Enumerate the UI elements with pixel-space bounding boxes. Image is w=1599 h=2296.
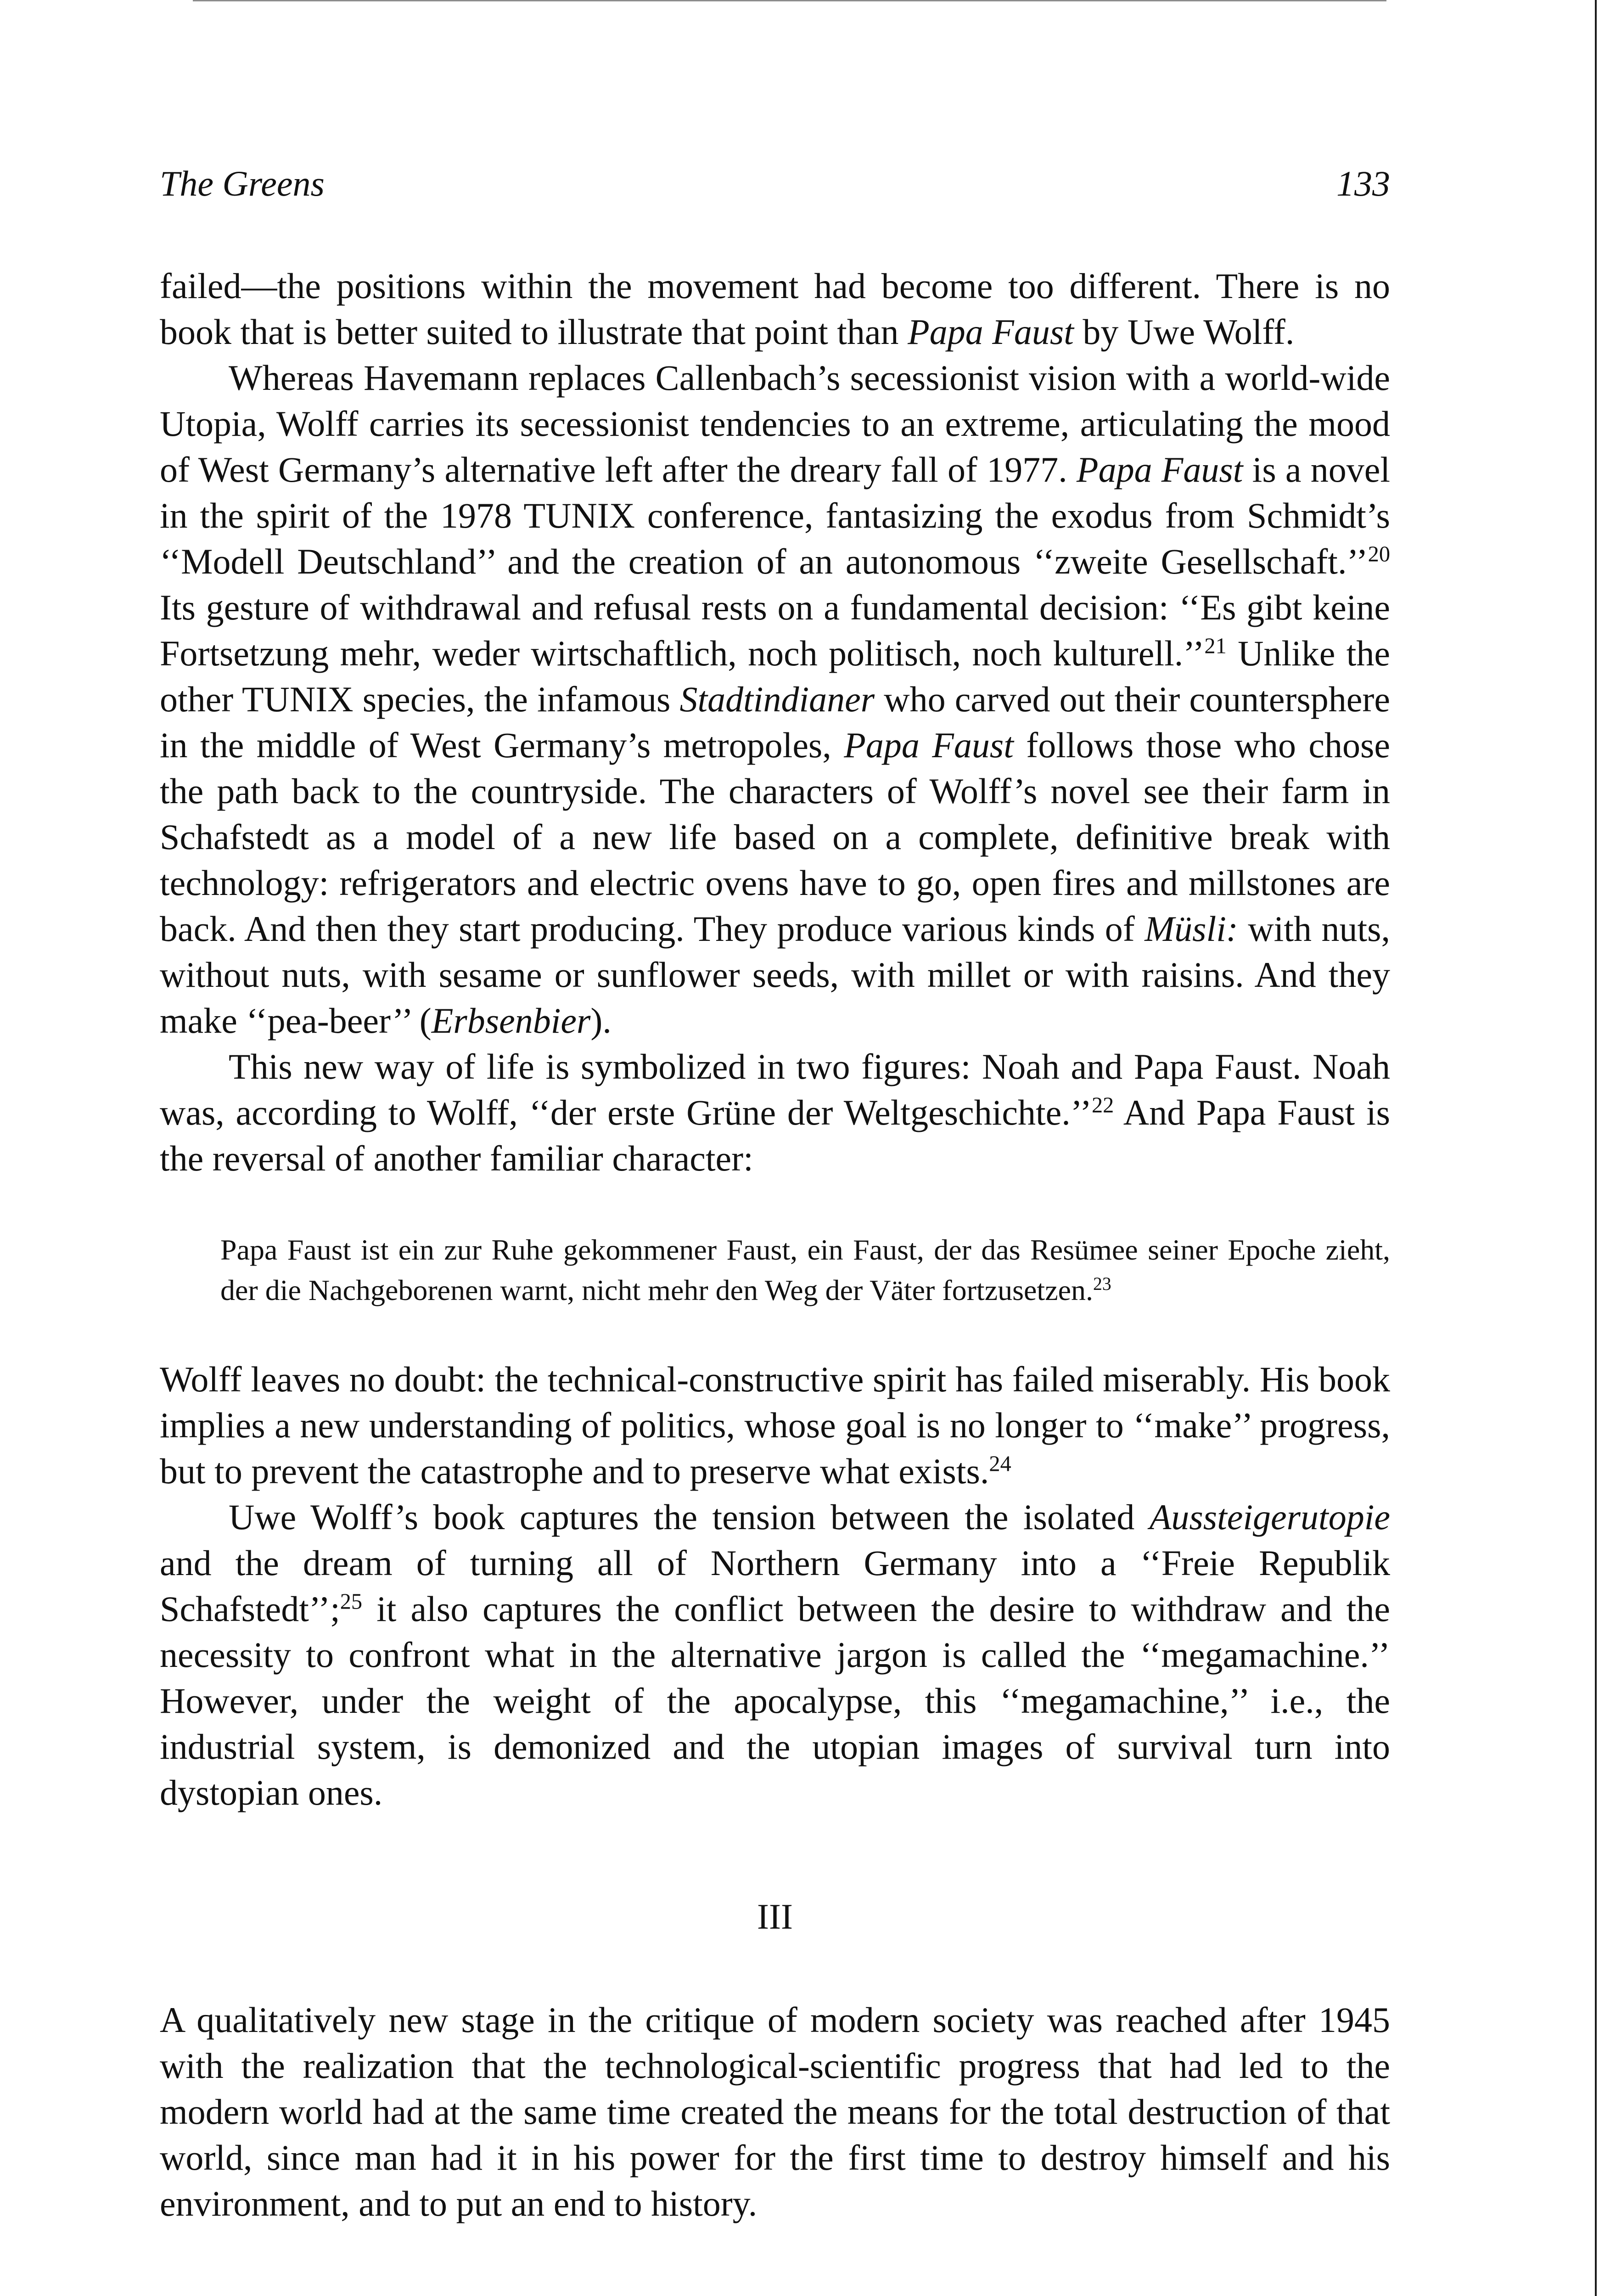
scan-edge-right (1595, 0, 1597, 2296)
italic-term: Aussteigerutopie (1149, 1497, 1390, 1537)
page-number: 133 (1336, 163, 1390, 203)
scan-edge-top (193, 0, 1386, 1)
running-head-title: The Greens (160, 163, 325, 203)
paragraph-3: This new way of life is symbolized in two figures: Noah and Papa Faust. Noah was, according to Wolff, ‘‘der erste Grüne der Weltgeschichte.’’$^{22}$ And Papa Faust is the reversal of another familiar character: (160, 1047, 1390, 1178)
book-title: Papa Faust (1076, 450, 1243, 490)
footnote-ref-25: 25 (340, 1589, 363, 1614)
footnote-ref-21: 21 (1204, 634, 1227, 658)
footnote-ref-23: 23 (1093, 1274, 1111, 1294)
section-heading: III (757, 1896, 793, 1936)
paragraph-1: failed—the positions within the movement had become too different. There is no book that is better suited to illustrate that point than Papa Faust by Uwe Wolff. (160, 266, 1390, 352)
paragraph-4: Wolff leaves no doubt: the technical-constructive spirit has failed miserably. His book implies a new understanding of politics, whose goal is no longer to ‘‘make’’ progress, but to prevent the catastrophe and to preserve what exists.$^{24}$ (160, 1359, 1390, 1491)
book-page (160, 163, 1390, 2227)
running-head (160, 163, 1390, 204)
footnote-ref-24: 24 (989, 1452, 1011, 1476)
paragraph-5: Uwe Wolff’s book captures the tension between the isolated Aussteigerutopie and the dream of turning all of Northern Germany into a ‘‘Freie Republik Schafstedt’’;$^{25}$ it also captures the conflict between the desire to withdraw and the necessity to confront what in the alternative jargon is called the ‘‘megamachine.’’ However, under the weight of the apocalypse, this ‘‘megamachine,’’ i.e., the industrial system, is demonized and the utopian images of survival turn into dystopian ones. (160, 1497, 1390, 1812)
italic-term: Müsli: (1145, 909, 1238, 949)
footnote-ref-20: 20 (1368, 542, 1390, 567)
italic-term: Stadtindianer (679, 679, 875, 719)
paragraph-6: A qualitatively new stage in the critique of modern society was reached after 1945 with the realization that the technological-scientific progress that had led to the modern world had at the same time created the means for the total destruction of that world, since man had it in his power for the first time to destroy himself and his environment, and to put an end to history. (160, 2000, 1390, 2223)
block-quote: Papa Faust ist ein zur Ruhe gekommener Faust, ein Faust, der das Resümee seiner Epoche zieht, der die Nachgeborenen warnt, nicht mehr den Weg der Väter fortzusetzen.$^{23}$ (220, 1233, 1390, 1306)
paragraph-2: Whereas Havemann replaces Callenbach’s secessionist vision with a world-wide Utopia, Wolff carries its secessionist tendencies to an extreme, articulating the mood of West Germany’s alternative left after the dreary fall of 1977. Papa Faust is a novel in the spirit of the 1978 TUNIX conference, fantasizing the exodus from Schmidt’s ‘‘Modell Deutschland’’ and the creation of an autonomous ‘‘zweite Gesellschaft.’’$^{20}$ Its gesture of withdrawal and refusal rests on a fundamental decision: ‘‘Es gibt keine Fortsetzung mehr, weder wirtschaftlich, noch politisch, noch kulturell.’’$^{21}$ Unlike the other TUNIX species, the infamous Stadtindianer who carved out their countersphere in the middle of West Germany’s metropoles, Papa Faust follows those who chose the path back to the countryside. The characters of Wolff’s novel see their farm in Schafstedt as a model of a new life based on a complete, definitive break with technology: refrigerators and electric ovens have to go, open fires and millstones are back. And then they start producing. They produce various kinds of Müsli: with nuts, without nuts, with sesame or sunflower seeds, with millet or with raisins. And they make ‘‘pea-beer’’ (Erbsenbier). (160, 358, 1391, 1041)
book-title: Papa Faust (844, 725, 1014, 765)
book-title: Papa Faust (908, 312, 1074, 352)
italic-term: Erbsenbier (431, 1001, 591, 1041)
footnote-ref-22: 22 (1091, 1093, 1114, 1118)
